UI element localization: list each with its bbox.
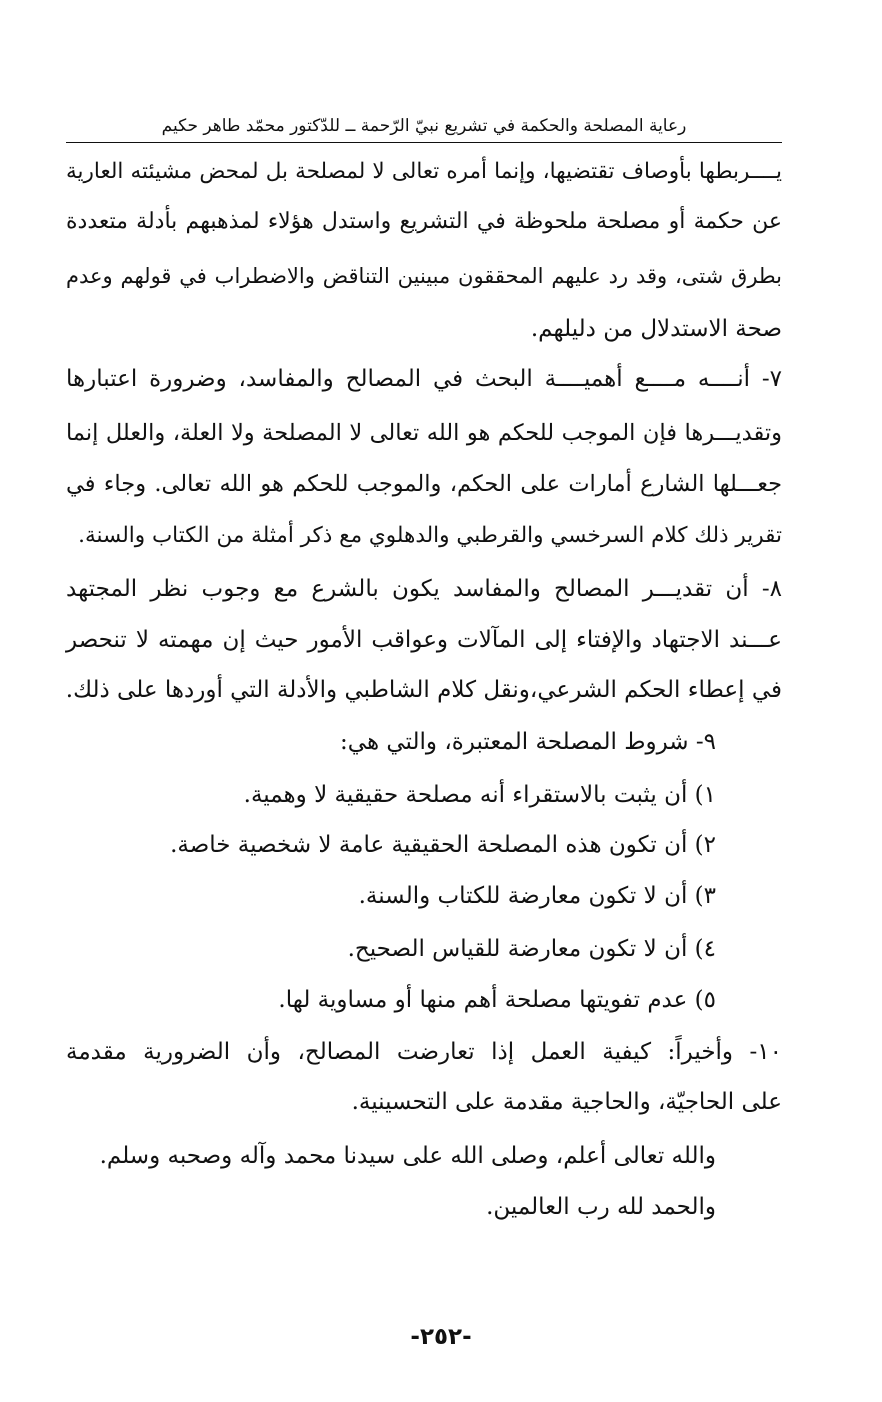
list-item: ٢) أن تكون هذه المصلحة الحقيقية عامة لا شخصية خاصة. (170, 832, 716, 858)
text-line: عـــند الاجتهاد والإفتاء إلى المآلات وعواقب الأمور حيث إن مهمته لا تنحصر (66, 627, 782, 653)
text-line: ٨- أن تقديـــر المصالح والمفاسد يكون بالشرع مع وجوب نظر المجتهد (66, 576, 782, 602)
text-line: ٧- أنــــه مــــع أهميــــة البحث في المصالح والمفاسد، وضرورة اعتبارها (66, 366, 783, 392)
list-item: ١) أن يثبت بالاستقراء أنه مصلحة حقيقية لا وهمية. (243, 782, 716, 808)
text-line: جعـــلها الشارع أمارات على الحكم، والموجب للحكم هو الله تعالى. وجاء في (66, 471, 782, 497)
text-line: على الحاجيّة، والحاجية مقدمة على التحسينية. (351, 1089, 782, 1115)
list-item: ٥) عدم تفويتها مصلحة أهم منها أو مساوية لها. (278, 987, 716, 1013)
list-item: ٣) أن لا تكون معارضة للكتاب والسنة. (358, 883, 716, 909)
text-line: تقرير ذلك كلام السرخسي والقرطبي والدهلوي مع ذكر أمثلة من الكتاب والسنة. (78, 523, 782, 548)
page-number: -٢٥٢- (410, 1324, 472, 1350)
text-line: عن حكمة أو مصلحة ملحوظة في التشريع واستدل هؤلاء لمذهبهم بأدلة متعددة (66, 209, 782, 234)
text-line: بطرق شتى، وقد رد عليهم المحققون مبينين التناقض والاضطراب في قولهم وعدم (66, 264, 782, 288)
header-rule (66, 142, 782, 143)
closing-prayer: والله تعالى أعلم، وصلى الله على سيدنا محمد وآله وصحبه وسلم. (99, 1143, 716, 1169)
text-line: ٩- شروط المصلحة المعتبرة، والتي هي: (340, 729, 716, 755)
text-line: يــــربطها بأوصاف تقتضيها، وإنما أمره تعالى لا لمصلحة بل لمحض مشيئته العارية (66, 159, 782, 184)
text-line: صحة الاستدلال من دليلهم. (530, 316, 782, 342)
closing-praise: والحمد لله رب العالمين. (486, 1194, 716, 1220)
text-line: وتقديـــرها فإن الموجب للحكم هو الله تعالى لا المصلحة ولا العلة، والعلل إنما (66, 420, 782, 446)
list-item: ٤) أن لا تكون معارضة للقياس الصحيح. (347, 936, 716, 962)
running-header: رعاية المصلحة والحكمة في تشريع نبيّ الرّحمة ــ للدّكتور محمّد طاهر حكيم (161, 116, 687, 136)
text-line: ١٠- وأخيراً: كيفية العمل إذا تعارضت المصالح، وأن الضرورية مقدمة (66, 1039, 782, 1065)
text-line: في إعطاء الحكم الشرعي،ونقل كلام الشاطبي والأدلة التي أوردها على ذلك. (65, 677, 782, 703)
